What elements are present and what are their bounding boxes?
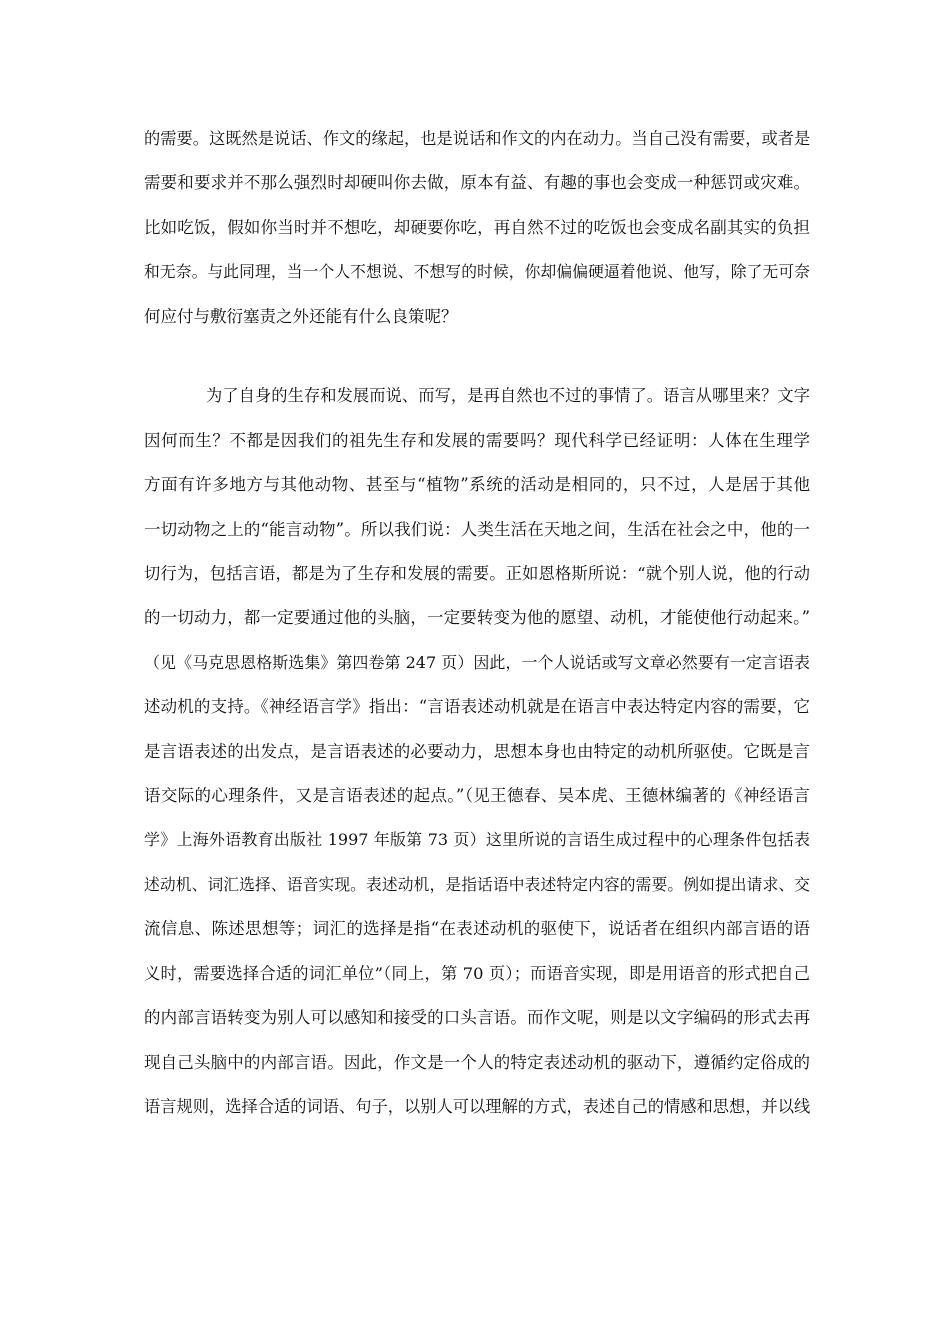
text-line: 流信息、陈述思想等；词汇的选择是指“在表述动机的驱使下，说话者在组织内部言语的语 bbox=[144, 919, 810, 938]
text-line: 现自己头脑中的内部言语。因此，作文是一个人的特定表述动机的驱动下，遵循约定俗成的 bbox=[144, 1053, 810, 1072]
text-line: 义时，需要选择合适的词汇单位”（同上，第 70 页）；而语音实现，即是用语音的形式把自己 bbox=[144, 964, 810, 983]
text-line bbox=[144, 1183, 810, 1209]
text-line: 的一切动力，都一定要通过他的头脑，一定要转变为他的愿望、动机，才能使他行动起来。” bbox=[144, 608, 810, 627]
text-line: 一切动物之上的“能言动物”。所以我们说：人类生活在天地之间，生活在社会之中，他的一 bbox=[144, 520, 810, 539]
text-line bbox=[144, 1138, 810, 1164]
text-line: 述动机、词汇选择、语音实现。表述动机，是指话语中表述特定内容的需要。例如提出请求、交 bbox=[144, 875, 810, 894]
text-line: 何应付与敷衍塞责之外还能有什么良策呢？ bbox=[144, 307, 458, 326]
text-line: 是言语表述的出发点，是言语表述的必要动力，思想本身也由特定的动机所驱使。它既是言 bbox=[144, 742, 810, 761]
text-line: 需要和要求并不那么强烈时却硬叫你去做，原本有益、有趣的事也会变成一种惩罚或灾难。 bbox=[144, 173, 810, 192]
text-line: 方面有许多地方与其他动物、甚至与“植物”系统的活动是相同的，只不过，人是居于其他 bbox=[144, 475, 810, 494]
text-line: 和无奈。与此同理，当一个人不想说、不想写的时候，你却偏偏硬逼着他说、他写，除了无可奈 bbox=[144, 262, 810, 281]
text-line: 语言规则，选择合适的词语、句子，以别人可以理解的方式，表述自己的情感和思想，并以线 bbox=[144, 1097, 810, 1116]
text-line: 述动机的支持。《神经语言学》指出：“言语表述动机就是在语言中表达特定内容的需要，它 bbox=[144, 697, 810, 716]
text-line: 为了自身的生存和发展而说、而写，是再自然也不过的事情了。语言从哪里来？文字 bbox=[206, 386, 810, 405]
text-line: 的内部言语转变为别人可以感知和接受的口头言语。而作文呢，则是以文字编码的形式去再 bbox=[144, 1008, 810, 1027]
text-line: 比如吃饭，假如你当时并不想吃，却硬要你吃，再自然不过的吃饭也会变成名副其实的负担 bbox=[144, 218, 810, 237]
text-line: （见《马克思恩格斯选集》第四卷第 247 页）因此，一个人说话或写文章必然要有一定言语表 bbox=[144, 653, 810, 672]
text-line: 切行为，包括言语，都是为了生存和发展的需要。正如恩格斯所说：“就个别人说，他的行动 bbox=[144, 564, 810, 583]
text-line: 的需要。这既然是说话、作文的缘起，也是说话和作文的内在动力。当自己没有需要，或者是 bbox=[144, 129, 810, 148]
text-line: 因何而生？不都是因我们的祖先生存和发展的需要吗？现代科学已经证明：人体在生理学 bbox=[144, 431, 810, 450]
text-line: 学》上海外语教育出版社 1997 年版第 73 页）这里所说的言语生成过程中的心理条件包括表 bbox=[144, 830, 810, 849]
text-line: 语交际的心理条件，又是言语表述的起点。”（见王德春、吴本虎、王德林编著的《神经语言 bbox=[144, 786, 810, 805]
